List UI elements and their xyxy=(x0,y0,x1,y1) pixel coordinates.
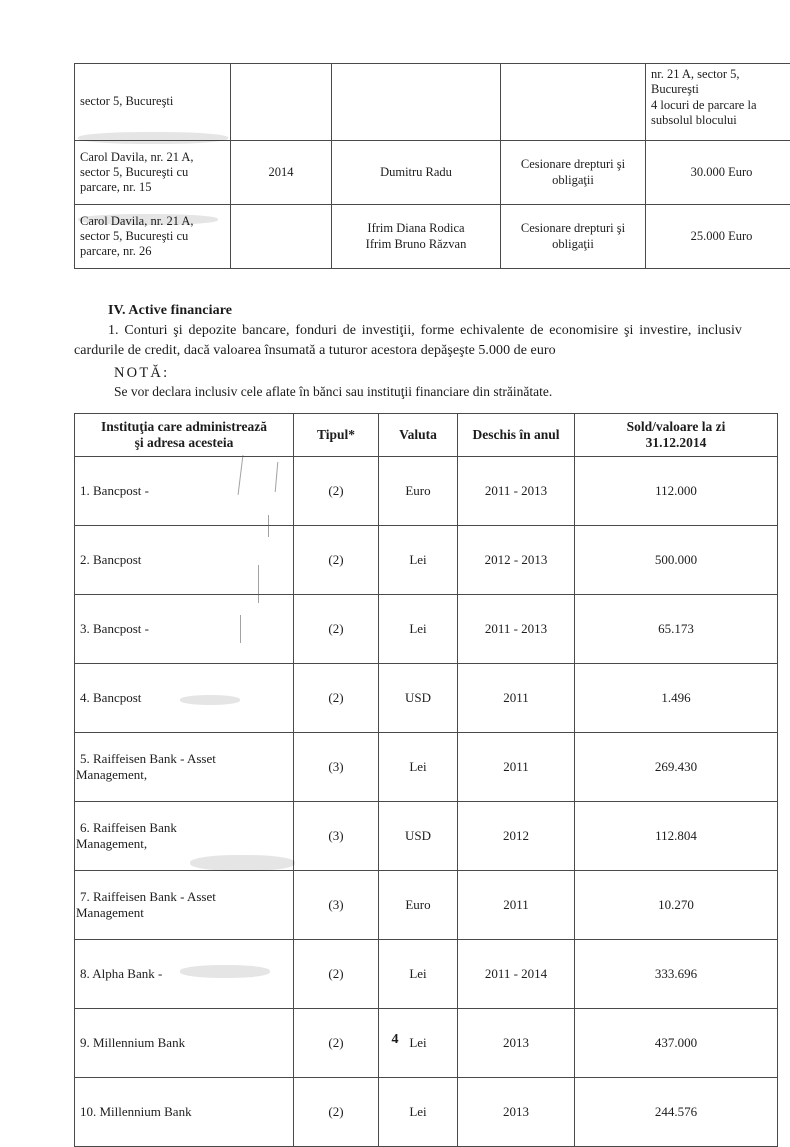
section-paragraph: 1. Conturi şi depozite bancare, fonduri de investiţii, forme echivalente de economisire şi investire, inclusiv cardurile de credit, dacă valoarea însumată a tuturor acestora depăşeşte 5.000 de euro xyxy=(74,321,742,361)
header-institution-line2: şi adresa acesteia xyxy=(78,435,290,451)
property-year-cell xyxy=(231,64,332,141)
account-year-cell: 2011 xyxy=(458,871,575,940)
account-institution-cell xyxy=(75,1078,294,1147)
account-year-cell: 2011 xyxy=(458,664,575,733)
account-institution-cell xyxy=(75,733,294,802)
table-row xyxy=(75,664,778,733)
account-institution-cell xyxy=(75,940,294,1009)
property-address-line: sector 5, Bucureşti xyxy=(80,94,225,109)
account-balance-cell: 112.000 xyxy=(575,457,778,526)
property-value-cell: 30.000 Euro xyxy=(646,141,790,205)
account-currency-cell: USD xyxy=(379,664,458,733)
account-currency-cell: Lei xyxy=(379,733,458,802)
account-type-cell: (2) xyxy=(294,526,379,595)
property-address-cell xyxy=(75,64,231,141)
account-institution-line1: 2. Bancpost xyxy=(80,552,288,568)
property-type-cell xyxy=(501,205,646,269)
note-text: Se vor declara inclusiv cele aflate în bănci sau instituţii financiare din străinătate. xyxy=(114,383,742,401)
property-value-line: nr. 21 A, sector 5, xyxy=(651,67,790,82)
account-institution-cell xyxy=(75,664,294,733)
property-type-line: obligaţii xyxy=(506,237,640,252)
property-value-cell xyxy=(646,64,790,141)
property-type-cell xyxy=(501,141,646,205)
table-row xyxy=(75,595,778,664)
account-institution-line2: Management, xyxy=(76,767,288,783)
property-name-line: Ifrim Bruno Răzvan xyxy=(337,237,495,252)
property-type-line: Cesionare drepturi şi xyxy=(506,221,640,236)
account-type-cell: (2) xyxy=(294,595,379,664)
property-name-line: Dumitru Radu xyxy=(337,165,495,180)
header-institution-line1: Instituţia care administrează xyxy=(78,419,290,435)
account-institution-cell xyxy=(75,802,294,871)
header-currency: Valuta xyxy=(379,414,458,457)
account-balance-cell: 500.000 xyxy=(575,526,778,595)
header-opened-year: Deschis în anul xyxy=(458,414,575,457)
account-year-cell: 2013 xyxy=(458,1009,575,1078)
account-year-cell: 2011 - 2013 xyxy=(458,457,575,526)
property-type-line: obligaţii xyxy=(506,173,640,188)
account-type-cell: (2) xyxy=(294,1078,379,1147)
account-balance-cell: 269.430 xyxy=(575,733,778,802)
property-value-cell: 25.000 Euro xyxy=(646,205,790,269)
account-currency-cell: Lei xyxy=(379,1078,458,1147)
account-institution-line2: Management, xyxy=(76,836,288,852)
table-row xyxy=(75,205,790,269)
account-balance-cell: 437.000 xyxy=(575,1009,778,1078)
account-year-cell: 2012 xyxy=(458,802,575,871)
property-name-cell xyxy=(332,141,501,205)
table-row xyxy=(75,1078,778,1147)
property-name-cell xyxy=(332,205,501,269)
header-balance-line1: Sold/valoare la zi xyxy=(578,419,774,435)
account-currency-cell: USD xyxy=(379,802,458,871)
table-row xyxy=(75,64,790,141)
account-year-cell: 2011 - 2013 xyxy=(458,595,575,664)
account-balance-cell: 112.804 xyxy=(575,802,778,871)
property-address-line: sector 5, Bucureşti cu xyxy=(80,165,225,180)
account-currency-cell: Euro xyxy=(379,871,458,940)
table-row xyxy=(75,871,778,940)
table-header-row xyxy=(75,414,778,457)
note-label: NOTĂ: xyxy=(114,365,742,382)
property-type-cell xyxy=(501,64,646,141)
table-row xyxy=(75,802,778,871)
account-institution-cell xyxy=(75,871,294,940)
account-year-cell: 2012 - 2013 xyxy=(458,526,575,595)
account-currency-cell: Lei xyxy=(379,1009,458,1078)
property-type-line: Cesionare drepturi şi xyxy=(506,157,640,172)
account-type-cell: (3) xyxy=(294,802,379,871)
account-balance-cell: 10.270 xyxy=(575,871,778,940)
property-year-cell xyxy=(231,205,332,269)
table-row xyxy=(75,141,790,205)
account-institution-line1: 10. Millennium Bank xyxy=(80,1104,288,1120)
property-year-cell: 2014 xyxy=(231,141,332,205)
account-institution-line1: 4. Bancpost xyxy=(80,690,288,706)
property-value-line: Bucureşti xyxy=(651,82,790,97)
account-institution-line1: 5. Raiffeisen Bank - Asset xyxy=(80,751,288,767)
page-number: 4 xyxy=(0,1032,790,1048)
property-name-line: Ifrim Diana Rodica xyxy=(337,221,495,236)
account-type-cell: (2) xyxy=(294,940,379,1009)
account-balance-cell: 65.173 xyxy=(575,595,778,664)
property-address-cell xyxy=(75,205,231,269)
account-balance-cell: 333.696 xyxy=(575,940,778,1009)
account-institution-line2: Management xyxy=(76,905,288,921)
table-row xyxy=(75,526,778,595)
account-institution-line1: 1. Bancpost - xyxy=(80,483,288,499)
account-institution-line1: 9. Millennium Bank xyxy=(80,1035,288,1051)
table-row xyxy=(75,733,778,802)
account-year-cell: 2011 xyxy=(458,733,575,802)
property-address-line: Carol Davila, nr. 21 A, xyxy=(80,150,225,165)
property-value-line: 4 locuri de parcare la xyxy=(651,98,790,113)
table-row xyxy=(75,940,778,1009)
account-institution-cell xyxy=(75,526,294,595)
property-address-line: parcare, nr. 26 xyxy=(80,244,225,259)
header-balance xyxy=(575,414,778,457)
account-type-cell: (2) xyxy=(294,457,379,526)
account-institution-line1: 6. Raiffeisen Bank xyxy=(80,820,288,836)
account-currency-cell: Lei xyxy=(379,940,458,1009)
account-currency-cell: Euro xyxy=(379,457,458,526)
property-address-line: sector 5, Bucureşti cu xyxy=(80,229,225,244)
header-type: Tipul* xyxy=(294,414,379,457)
account-balance-cell: 244.576 xyxy=(575,1078,778,1147)
account-institution-cell xyxy=(75,457,294,526)
header-balance-line2: 31.12.2014 xyxy=(578,435,774,451)
property-address-line: parcare, nr. 15 xyxy=(80,180,225,195)
account-type-cell: (3) xyxy=(294,733,379,802)
account-year-cell: 2013 xyxy=(458,1078,575,1147)
property-value-line: subsolul blocului xyxy=(651,113,790,128)
header-institution xyxy=(75,414,294,457)
account-type-cell: (2) xyxy=(294,664,379,733)
account-institution-line1: 3. Bancpost - xyxy=(80,621,288,637)
account-year-cell: 2011 - 2014 xyxy=(458,940,575,1009)
properties-table xyxy=(74,63,790,269)
account-type-cell: (3) xyxy=(294,871,379,940)
section-heading: IV. Active financiare xyxy=(108,303,742,319)
account-institution-line1: 8. Alpha Bank - xyxy=(80,966,288,982)
property-address-line: Carol Davila, nr. 21 A, xyxy=(80,214,225,229)
property-name-cell xyxy=(332,64,501,141)
property-address-cell xyxy=(75,141,231,205)
account-currency-cell: Lei xyxy=(379,526,458,595)
account-balance-cell: 1.496 xyxy=(575,664,778,733)
account-type-cell: (2) xyxy=(294,1009,379,1078)
account-institution-line1: 7. Raiffeisen Bank - Asset xyxy=(80,889,288,905)
section-text-block xyxy=(74,303,742,400)
account-institution-cell xyxy=(75,595,294,664)
table-row xyxy=(75,457,778,526)
account-currency-cell: Lei xyxy=(379,595,458,664)
